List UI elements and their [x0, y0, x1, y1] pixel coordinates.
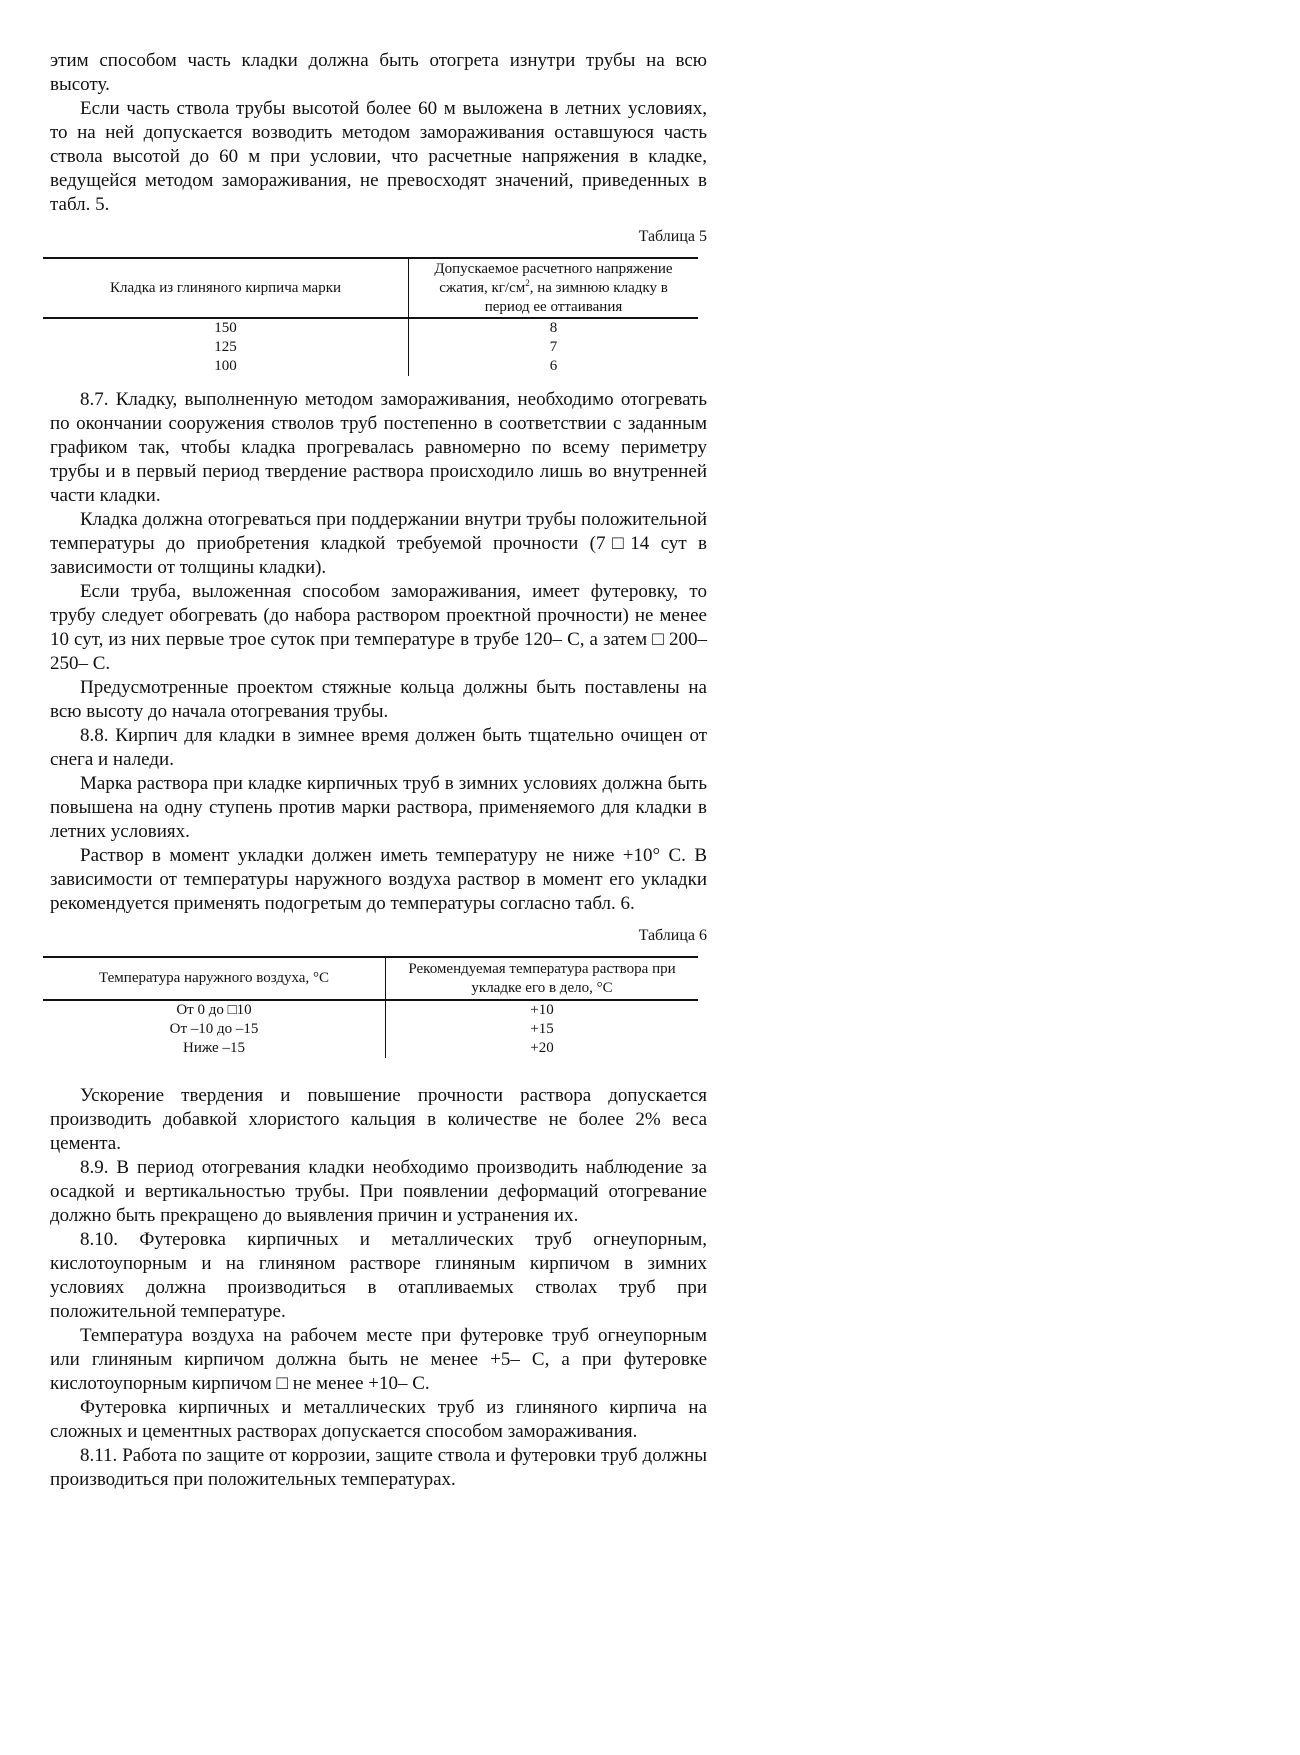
- table6-caption: Таблица 6: [638, 927, 707, 944]
- paragraph: Ускорение твердения и повышение прочности раствора допускается производить добавкой хлористого кальция в количестве не более 2% веса цемента.: [50, 1085, 707, 1154]
- paragraph: Футеровка кирпичных и металлических труб из глиняного кирпича на сложных и цементных растворах допускается способом замораживания.: [50, 1397, 707, 1442]
- paragraph: 8.11. Работа по защите от коррозии, защите ствола и футеровки труб должны производиться при положительных температурах.: [50, 1445, 707, 1490]
- document-page: [50, 0, 707, 1492]
- table5-header-grade: Кладка из глиняного кирпича марки: [43, 258, 409, 318]
- table6-cell-air: От –10 до –15: [43, 1020, 386, 1039]
- paragraph: Предусмотренные проектом стяжные кольца должны быть поставлены на всю высоту до начала отогревания трубы.: [50, 677, 707, 722]
- table5-cell-stress: 7: [549, 339, 558, 355]
- paragraph: Марка раствора при кладке кирпичных труб в зимних условиях должна быть повышена на одну ступень против марки раствора, применяемого для кладки в летних условиях.: [50, 773, 707, 842]
- table-row: [43, 1000, 698, 1020]
- table-row: [43, 338, 698, 357]
- table6-cell-mortar: +20: [530, 1040, 554, 1056]
- table-row: [43, 1020, 698, 1039]
- paragraph: Температура воздуха на рабочем месте при футеровке труб огнеупорным или глиняным кирпичом должна быть не менее +5‒ С, а при футеровке кислотоупорным кирпичом □ не менее +10‒ С.: [50, 1325, 707, 1394]
- paragraph: Раствор в момент укладки должен иметь температуру не ниже +10° С. В зависимости от температуры наружного воздуха раствор в момент его укладки рекомендуется применять подогретым до температуры согласно табл. 6.: [50, 845, 707, 914]
- table-row: [43, 1039, 698, 1058]
- table5-header-stress: Допускаемое расчетного напряжение сжатия, $кг/см^2$, на зимнюю кладку в период ее оттаивания: [409, 258, 699, 318]
- paragraph: 8.9. В период отогревания кладки необходимо производить наблюдение за осадкой и вертикальностью трубы. При появлении деформаций отогревание должно быть прекращено до выявления причин и устранения их.: [50, 1157, 707, 1226]
- table-row: [43, 318, 698, 338]
- paragraph: этим способом часть кладки должна быть отогрета изнутри трубы на всю высоту.: [50, 50, 707, 95]
- table5-cell-grade: 150: [43, 318, 409, 338]
- table6-header-mortar: Рекомендуемая температура раствора при укладке его в дело, °С: [386, 957, 699, 1000]
- table-row: [43, 357, 698, 376]
- paragraph: 8.10. Футеровка кирпичных и металлических труб огнеупорным, кислотоупорным и на глиняном растворе глиняным кирпичом в зимних условиях должна производиться в отапливаемых стволах труб при положительной температуре.: [50, 1229, 707, 1322]
- table5: [43, 257, 698, 376]
- table5-caption: Таблица 5: [638, 228, 707, 245]
- paragraph: 8.7. Кладку, выполненную методом замораживания, необходимо отогревать по окончании сооружения стволов труб постепенно в соответствии с заданным графиком так, чтобы кладка прогревалась равномерно по всему периметру трубы и в первый период твердение раствора происходило лишь во внутренней части кладки.: [50, 389, 707, 506]
- table6-header-air: Температура наружного воздуха, °С: [43, 957, 386, 1000]
- paragraph: 8.8. Кирпич для кладки в зимнее время должен быть тщательно очищен от снега и наледи.: [50, 725, 707, 770]
- table6-cell-air: Ниже –15: [43, 1039, 386, 1058]
- table6-cell-mortar: +15: [530, 1021, 554, 1037]
- table5-cell-stress: 8: [549, 320, 558, 336]
- table5-cell-grade: 125: [43, 338, 409, 357]
- table5-cell-stress: 6: [549, 358, 558, 374]
- paragraph: Если труба, выложенная способом замораживания, имеет футеровку, то трубу следует обогревать (до набора раствором проектной прочности) не менее 10 сут, из них первые трое суток при температуре в трубе 120‒ С, а затем □ 200–250‒ С.: [50, 581, 707, 674]
- table5-cell-grade: 100: [43, 357, 409, 376]
- table6: [43, 956, 698, 1058]
- paragraph: Если часть ствола трубы высотой более 60 м выложена в летних условиях, то на ней допускается возводить методом замораживания оставшуюся часть ствола высотой до 60 м при условии, что расчетные напряжения в кладке, ведущейся методом замораживания, не превосходят значений, приведенных в табл. 5.: [50, 98, 707, 215]
- table6-cell-air: От 0 до □10: [43, 1000, 386, 1020]
- paragraph: Кладка должна отогреваться при поддержании внутри трубы положительной температуры до приобретения кладкой требуемой прочности (7□14 сут в зависимости от толщины кладки).: [50, 509, 707, 578]
- table6-cell-mortar: +10: [530, 1002, 554, 1018]
